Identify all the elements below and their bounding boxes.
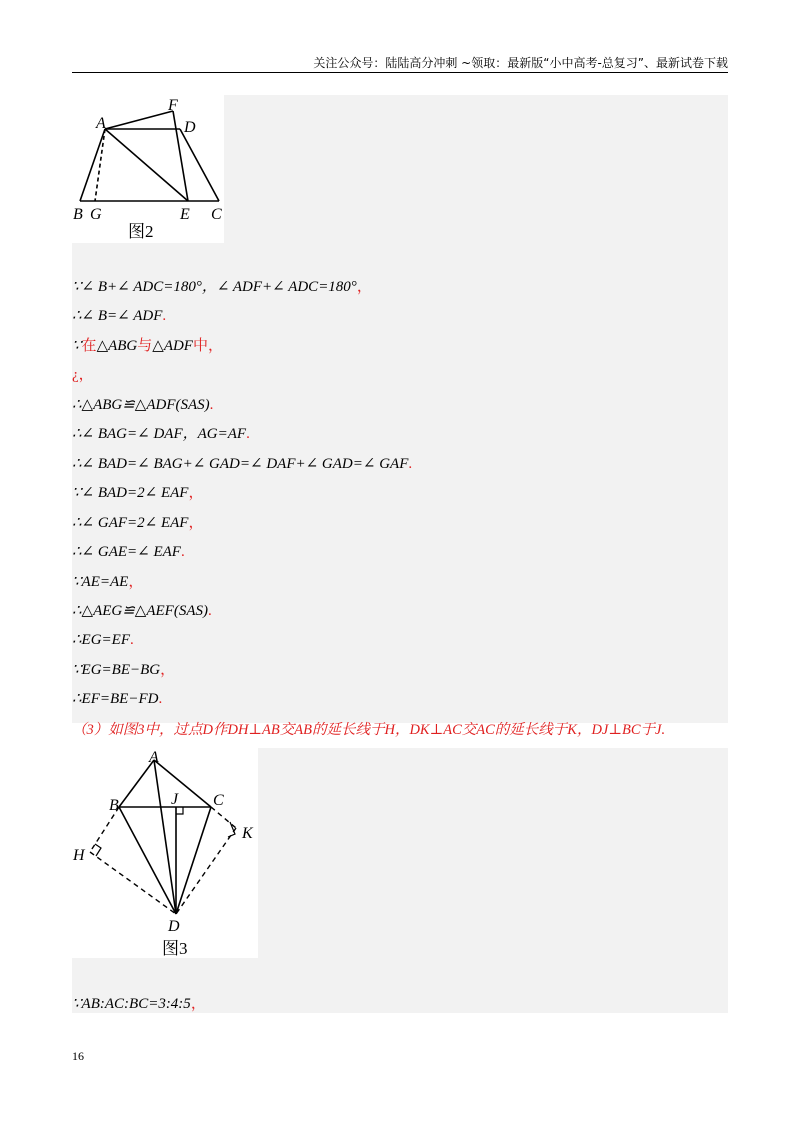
fig3-label-j: J [171, 791, 179, 808]
line-9: ∴∠ GAF=2∠ EAF， [72, 515, 204, 531]
line-13: ∴EG=EF. [72, 632, 134, 648]
fig2-label-f: F [168, 97, 178, 114]
line-last: ∵AB:AC:BC=3:4:5， [72, 996, 206, 1012]
line-12: ∴△AEG≌△AEF(SAS). [72, 603, 212, 619]
line-2: ∴∠ B=∠ ADF. [72, 308, 167, 324]
fig2-label-b: B [73, 206, 83, 223]
figure-3 [72, 748, 258, 958]
line-6: ∴∠ BAG=∠ DAF，AG=AF. [72, 426, 250, 442]
fig3-caption: 图3 [162, 939, 188, 958]
line-1: ∵∠ B+∠ ADC=180°，∠ ADF+∠ ADC=180°， [72, 279, 372, 295]
header-rule [72, 72, 728, 73]
line-4: ¿， [72, 367, 94, 383]
part-3-statement: （3）如图3中，过点D作DH⊥AB交AB的延长线于H，DK⊥AC交AC的延长线于K，DJ⊥BC于J. [72, 722, 666, 738]
fig2-label-a: A [96, 115, 106, 132]
fig2-label-c: C [211, 206, 222, 223]
fig3-label-h: H [73, 847, 85, 864]
line-7: ∴∠ BAD=∠ BAG+∠ GAD=∠ DAF+∠ GAD=∠ GAF. [72, 456, 413, 472]
line-10: ∴∠ GAE=∠ EAF. [72, 544, 185, 560]
figure-2 [72, 95, 224, 243]
page-header: 关注公众号：陆陆高分冲刺 ~领取：最新版“小中高考-总复习”、最新试卷下载 [313, 56, 728, 70]
fig2-caption: 图2 [128, 222, 154, 241]
page-number: 16 [72, 1049, 84, 1063]
line-11: ∵AE=AE， [72, 574, 144, 590]
fig3-label-c: C [213, 792, 224, 809]
fig3-label-k: K [242, 825, 253, 842]
fig3-label-d: D [168, 918, 180, 935]
figure-3-diagram [72, 748, 258, 958]
fig3-label-b: B [109, 797, 119, 814]
fig2-label-d: D [184, 119, 196, 136]
figure-2-diagram [72, 95, 224, 243]
line-14: ∵EG=BE−BG， [72, 662, 176, 678]
line-15: ∴EF=BE−FD. [72, 691, 163, 707]
fig2-label-e: E [180, 206, 190, 223]
fig2-label-g: G [90, 206, 102, 223]
line-8: ∵∠ BAD=2∠ EAF， [72, 485, 204, 501]
fig3-label-a: A [149, 749, 159, 766]
line-3: ∵在△ABG与△ADF中， [72, 338, 223, 354]
line-5: ∴△ABG≌△ADF(SAS). [72, 397, 214, 413]
